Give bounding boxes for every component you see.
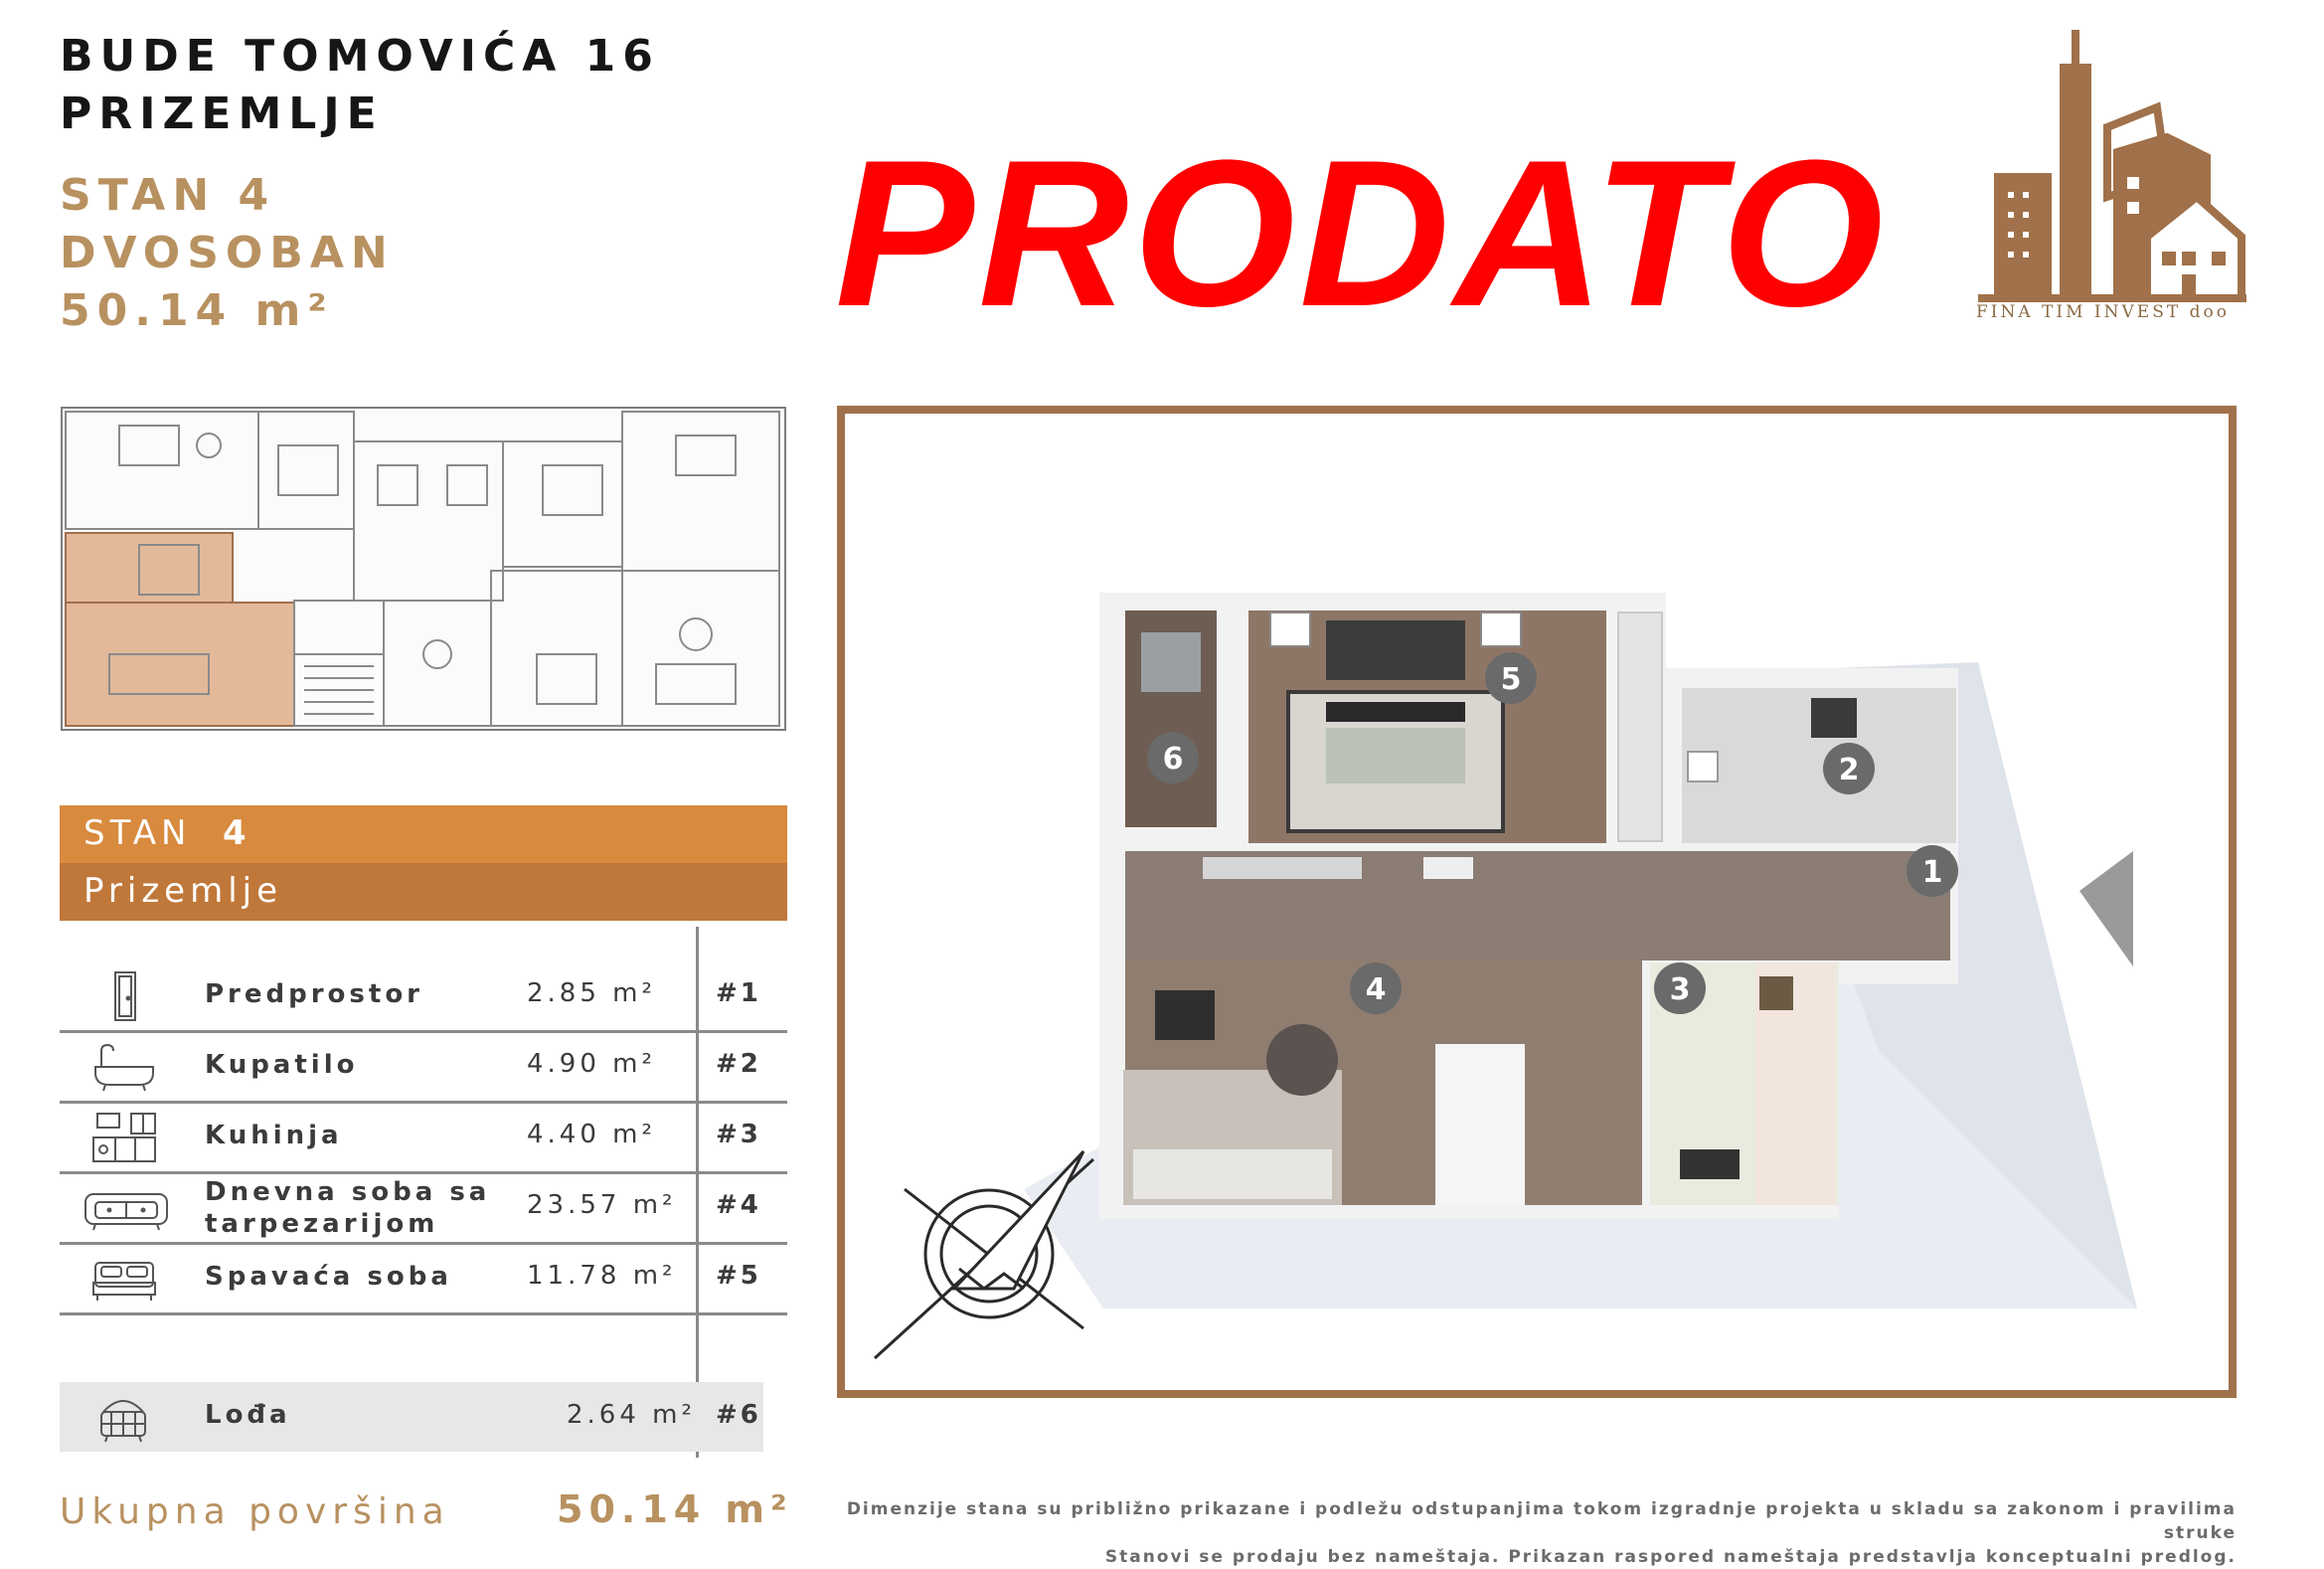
- building-site-plan: [60, 406, 787, 732]
- room-number: #5: [716, 1261, 761, 1291]
- room-name-line1: Dnevna soba sa: [205, 1177, 491, 1207]
- total-label: Ukupna površina: [60, 1491, 450, 1532]
- disclaimer-line1: Dimenzije stana su približno prikazane i podležu odstupanjima tokom izgradnje projekta u skladu sa zakonom i pravilima struke: [846, 1499, 2237, 1543]
- room-name: Kuhinja: [205, 1121, 343, 1150]
- band-title: [83, 813, 251, 853]
- room-name: Kupatilo: [205, 1050, 359, 1080]
- disclaimer: [837, 1497, 2237, 1569]
- room-area: 4.90 m²: [527, 1049, 656, 1079]
- room-area: 23.57 m²: [527, 1190, 677, 1220]
- room-row-predprostor: [60, 962, 787, 1033]
- bathtub-icon: [89, 1041, 159, 1093]
- sold-stamp: PRODATO: [835, 116, 1888, 350]
- disclaimer-line2: Stanovi se prodaju bez nameštaja. Prikazan raspored nameštaja predstavlja konceptualni predlog.: [1104, 1547, 2237, 1567]
- plan-label-3: 3: [1669, 972, 1691, 1007]
- total-value: 50.14 m²: [557, 1487, 793, 1531]
- kitchen-icon: [89, 1112, 159, 1163]
- room-row-kuhinja: [60, 1104, 787, 1174]
- plan-label-1: 1: [1921, 855, 1943, 890]
- door-icon: [89, 970, 159, 1022]
- apartment-area: 50.14 m²: [60, 285, 334, 336]
- basket-icon: [97, 1390, 149, 1444]
- room-name: Lođa: [205, 1400, 291, 1430]
- floor-band: [60, 863, 787, 921]
- room-number: #6: [716, 1400, 761, 1430]
- bed-icon: [89, 1253, 159, 1305]
- room-row-dnevna: [60, 1174, 787, 1245]
- apartment-number: STAN 4: [60, 170, 276, 221]
- floor-plan-frame: [837, 406, 2237, 1398]
- compass-icon: [875, 1151, 1093, 1358]
- address-street: BUDE TOMOVIĆA 16: [60, 31, 660, 82]
- sofa-icon: [82, 1182, 171, 1234]
- band-floor: Prizemlje: [83, 871, 283, 911]
- room-row-kupatilo: [60, 1033, 787, 1104]
- company-logo: [1978, 28, 2256, 302]
- room-name: Spavaća soba: [205, 1262, 452, 1292]
- room-area: 4.40 m²: [527, 1120, 656, 1149]
- plan-label-2: 2: [1838, 753, 1860, 787]
- apartment-band: [60, 805, 787, 863]
- apartment-floor-plan: [845, 414, 2229, 1390]
- band-stan-number: 4: [223, 813, 251, 853]
- room-area: 2.85 m²: [527, 978, 656, 1008]
- room-name: Predprostor: [205, 979, 424, 1009]
- plan-label-4: 4: [1365, 972, 1387, 1007]
- room-number: #4: [716, 1190, 761, 1220]
- apartment-type: DVOSOBAN: [60, 228, 395, 278]
- room-number: #1: [716, 978, 761, 1008]
- room-name: [205, 1176, 490, 1240]
- address-floor: PRIZEMLJE: [60, 88, 384, 139]
- room-row-lodja: [60, 1382, 763, 1452]
- address-block: [60, 28, 660, 143]
- logo-caption: FINA TIM INVEST doo: [1976, 302, 2230, 322]
- room-row-spavaca: [60, 1245, 787, 1315]
- band-stan-label: STAN: [83, 813, 192, 853]
- room-area: 2.64 m²: [567, 1400, 696, 1430]
- room-number: #3: [716, 1120, 761, 1149]
- apartment-info: [60, 167, 395, 340]
- plan-label-6: 6: [1162, 742, 1184, 777]
- room-area: 11.78 m²: [527, 1261, 677, 1291]
- plan-label-5: 5: [1500, 662, 1522, 697]
- room-number: #2: [716, 1049, 761, 1079]
- room-name-line2: tarpezarijom: [205, 1209, 439, 1239]
